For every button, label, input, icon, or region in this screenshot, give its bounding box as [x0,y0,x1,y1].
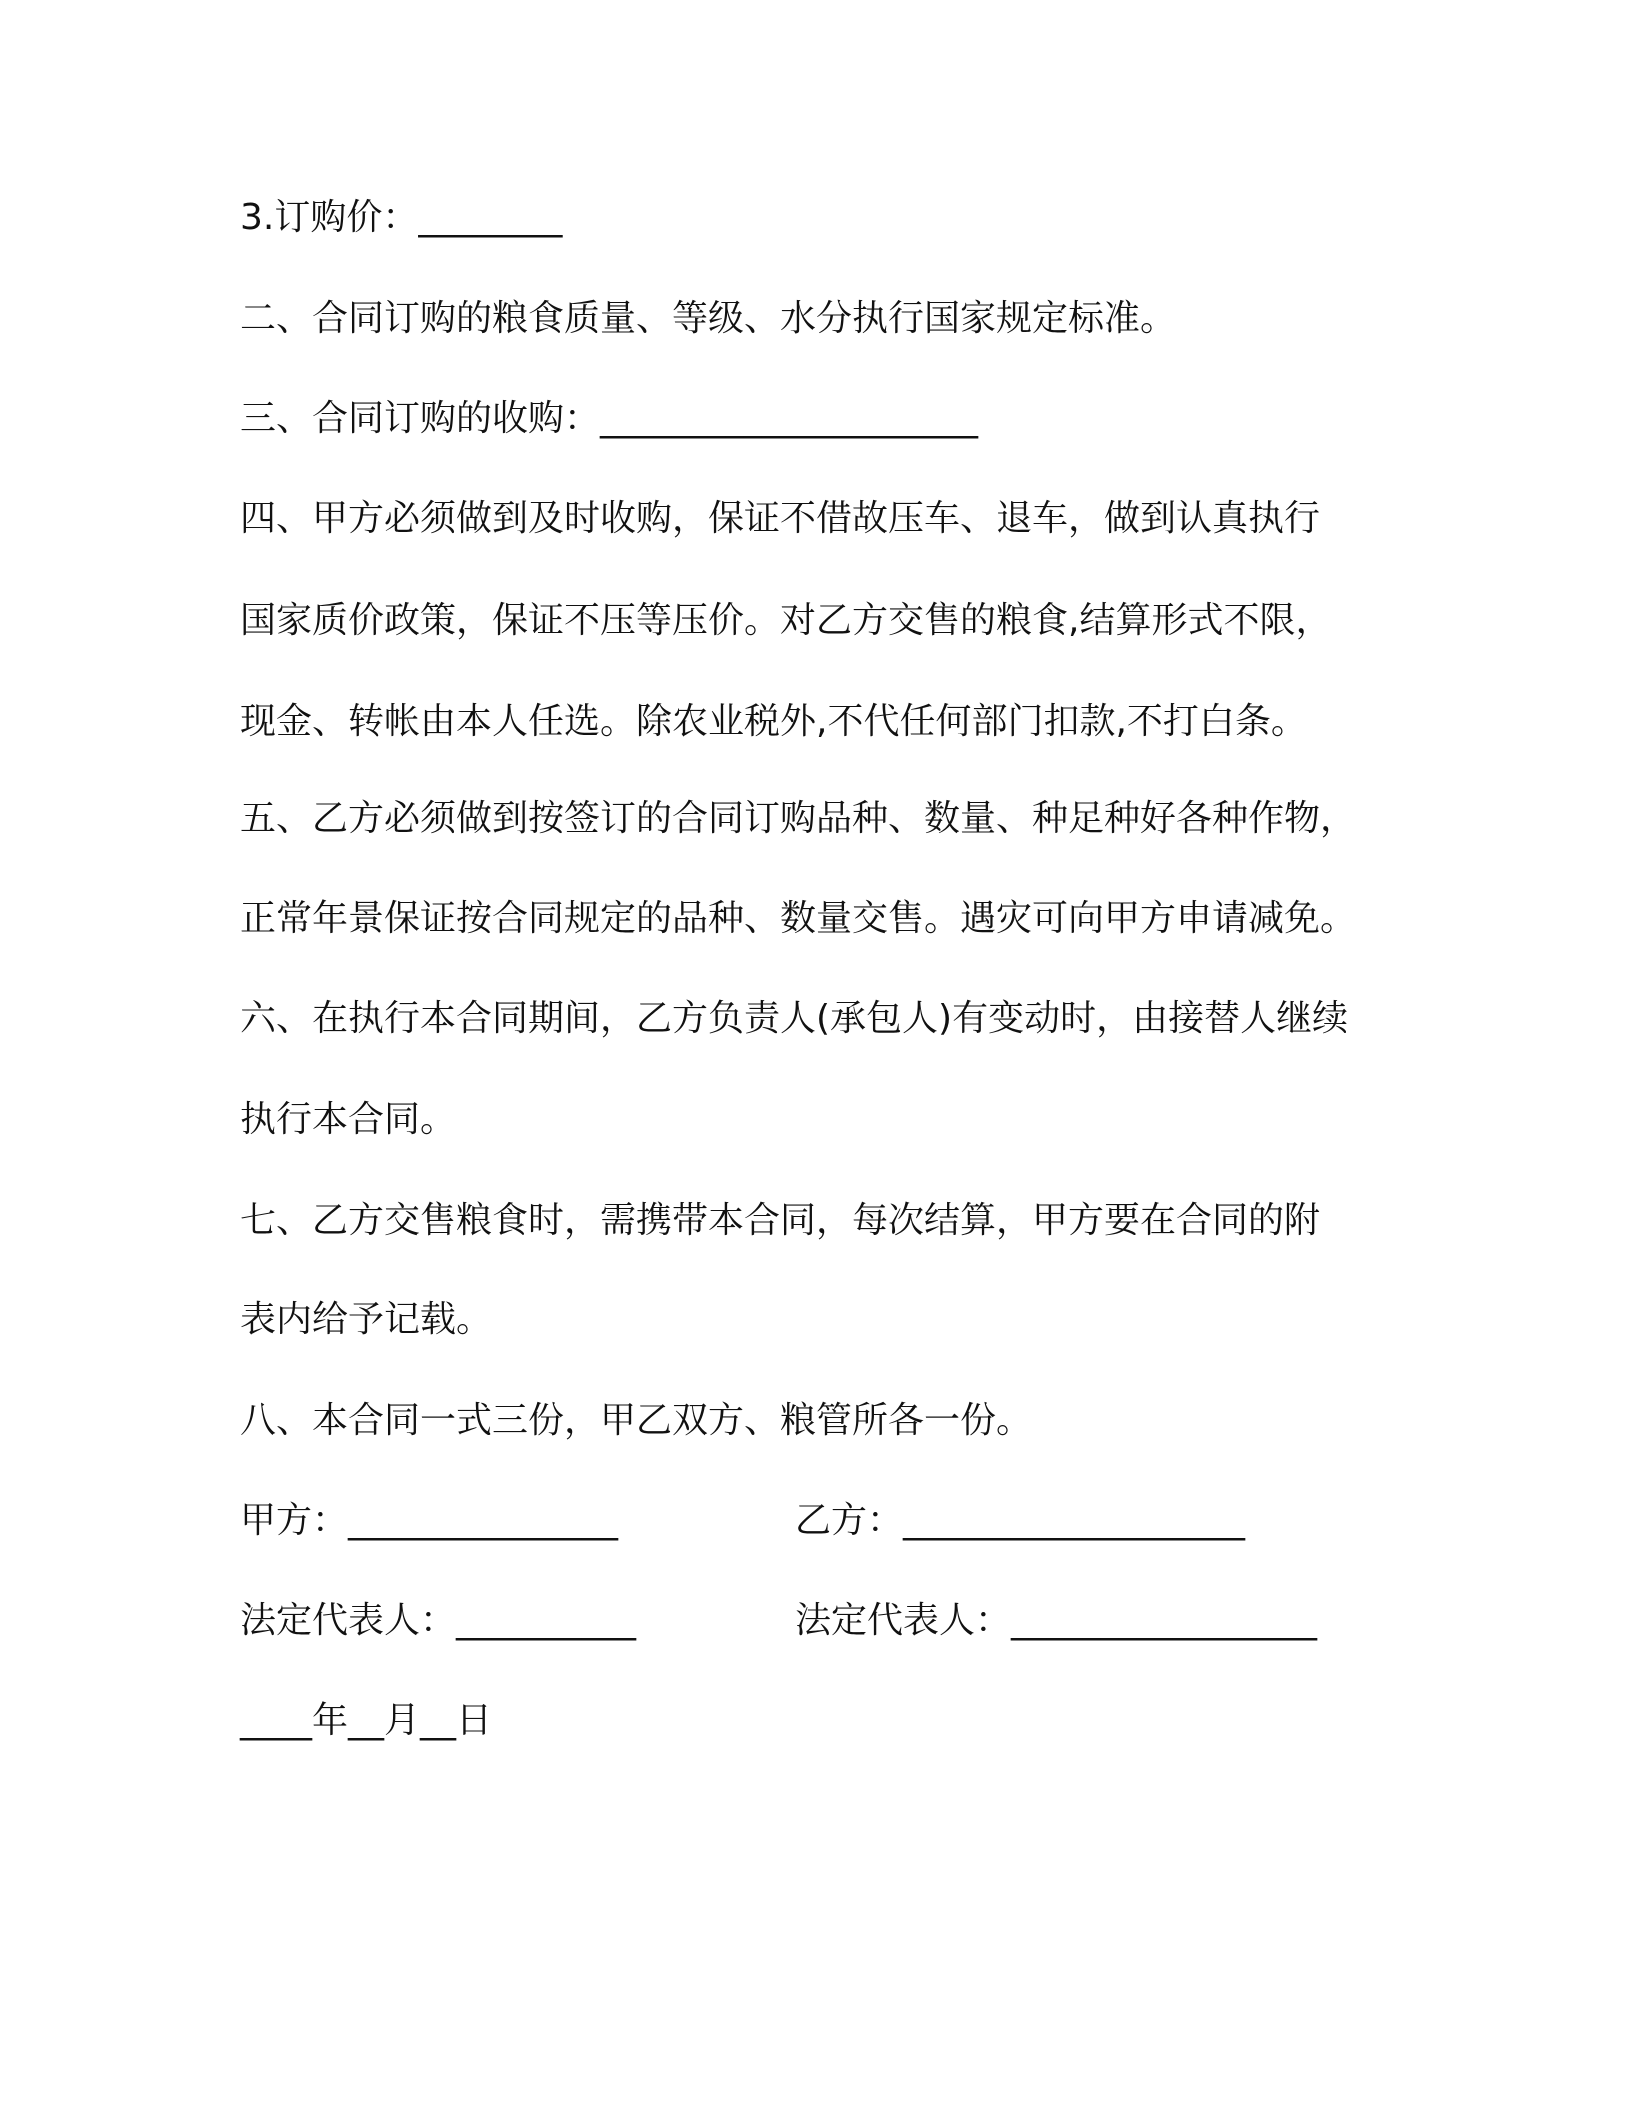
rep-b-field: 法定代表人：_________________ [795,1600,1318,1641]
clause-7-line-2: 表内给予记载。 [240,1299,493,1340]
clause-order-price: 3.订购价：________ [240,197,563,238]
clause-5-line-1: 五、乙方必须做到按签订的合同订购品种、数量、种足种好各种作物， [240,798,1357,839]
clause-4-line-2: 国家质价政策，保证不压等压价。对乙方交售的粮食,结算形式不限， [240,600,1332,641]
date-field: ____年__月__日 [240,1700,493,1741]
clause-8: 八、本合同一式三份，甲乙双方、粮管所各一份。 [240,1400,1033,1441]
rep-a-field: 法定代表人：__________ [240,1600,637,1641]
clause-2: 二、合同订购的粮食质量、等级、水分执行国家规定标准。 [240,298,1177,339]
clause-6-line-2: 执行本合同。 [240,1099,457,1140]
party-a-field: 甲方：_______________ [240,1500,619,1541]
clause-5-line-2: 正常年景保证按合同规定的品种、数量交售。遇灾可向甲方申请减免。 [240,898,1357,939]
clause-4-line-3: 现金、转帐由本人任选。除农业税外,不代任何部门扣款,不打白条。 [240,701,1307,742]
clause-4-line-1: 四、甲方必须做到及时收购，保证不借故压车、退车，做到认真执行 [240,498,1321,539]
party-b-field: 乙方：___________________ [795,1500,1246,1541]
clause-7-line-1: 七、乙方交售粮食时，需携带本合同，每次结算，甲方要在合同的附 [240,1200,1321,1241]
clause-3: 三、合同订购的收购：_____________________ [240,398,979,439]
clause-6-line-1: 六、在执行本合同期间，乙方负责人(承包人)有变动时，由接替人继续 [240,998,1349,1039]
